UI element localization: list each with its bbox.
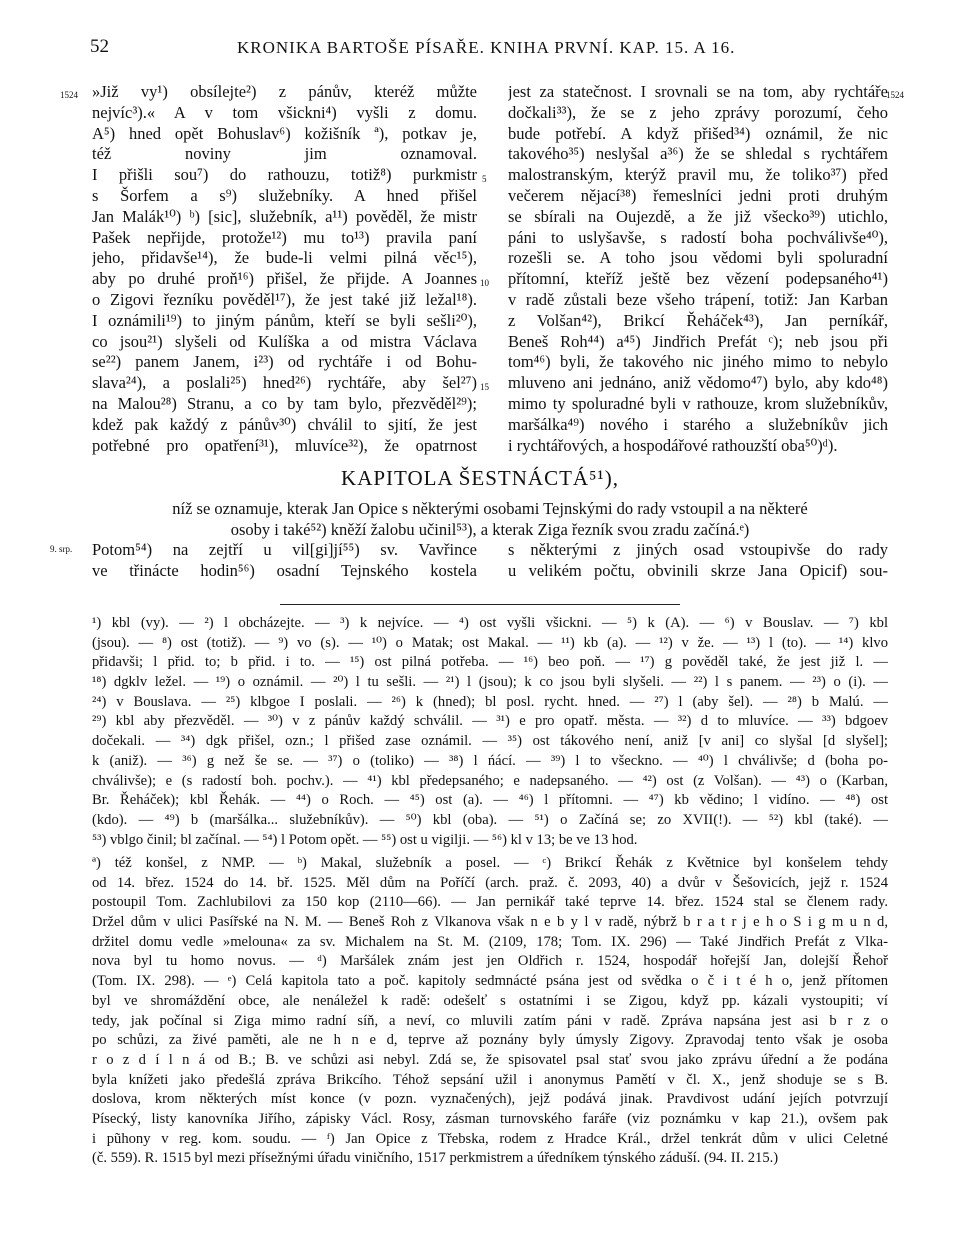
margin-year-right: 1524 xyxy=(886,90,904,100)
margin-year-left: 1524 xyxy=(60,90,78,100)
text-line: bude potřebí. A když přišed³⁴) oznámil, že nic xyxy=(508,123,888,143)
text-line: A⁵) hned opět Bohuslav⁶) kožišník ª), potkav je, xyxy=(92,123,477,143)
text-line: »Již vy¹) obsílejte²) z pánův, kteréž můžte xyxy=(92,82,477,101)
right-text-column xyxy=(508,82,888,456)
footnote-line: ⁵³) vblgo činil; bl začínal. — ⁵⁴) l Potom opět. — ⁵⁵) ost u vigilji. — ⁵⁶) kl v 13; be ve 13 hod. xyxy=(92,831,638,848)
text-line: Beneš Roh⁴⁴) a⁴⁵) Jindřich Prefát ᶜ); neb jsou při xyxy=(508,331,888,351)
text-line: o Zigovi řezníku pověděl¹⁷), že jest také již ležal¹⁸). xyxy=(92,289,477,309)
text-line: jeho, přidavše¹⁴), že bude-li velmi pilná věc¹⁵), xyxy=(92,248,477,268)
note-line: po schůzi, za živé paměti, ale ne h n e d, teprve až poznány byly úmysly Zigovy. Zpravodaj tento však je osoba xyxy=(92,1032,888,1049)
note-line: i pũhony v reg. kom. soudu. — ᶠ) Jan Opice z Třebska, rodem z Hradce Král., držel tenkrát dům v ulici Celetné xyxy=(92,1130,888,1147)
chapter-subtitle xyxy=(130,498,850,540)
text-line: potřebné pro opatření³¹), mluvíce³²), že opatrnost xyxy=(92,435,477,455)
text-line: s některými z jiných osad vstoupivše do rady xyxy=(508,540,888,559)
margin-line-number: 5 xyxy=(482,174,487,184)
text-line: rozešli se. A toho jsou vědomi byli spoluradní xyxy=(508,248,888,268)
text-line: v radě zůstali beze všeho trápení, totiž: Jan Karban xyxy=(508,289,888,309)
note-line: Písecký, listy kanovníka Jiřího, zápisky Václ. Rosy, zásman turnovského faráře (viz poznámku v kap 21.), ovšem pak xyxy=(92,1110,888,1127)
page-number: 52 xyxy=(90,36,109,57)
text-line: přítomní, kteříž ještě bez vězení podepsaného⁴¹) xyxy=(508,269,888,289)
note-line: od 14. břez. 1524 do 14. bř. 1525. Měl dům na Poříčí (arch. praž. č. 2093, 40) a dvůr v Šešovicích, jejž r. 1524 xyxy=(92,874,888,891)
footnote-line: (jsou). — ⁸) ost (totiž). — ⁹) vo (s). — ¹⁰) o Matak; ost Makal. — ¹¹) kb (a). — ¹²) v že. — ¹³) l (to). — ¹⁴) klvo xyxy=(92,634,888,651)
text-line: z Volšan⁴²), Brikcí Řeháček⁴³), Jan perníkář, xyxy=(508,310,888,330)
text-line: mluveno ani jednáno, aniž vědomo⁴⁷) bylo, aby kdo⁴⁸) xyxy=(508,373,888,393)
text-line: u velikém počtu, obvinili skrze Jana Opicif) sou- xyxy=(508,560,888,580)
note-line: r o z d í l n á od B.; B. ve schůzi asi nebyl. Zdá se, že spisovatel psal stať svou jako zprávu úřední a že podána xyxy=(92,1051,888,1068)
text-line: s Šorfem a s⁹) služebníky. A hned přišel xyxy=(92,185,477,205)
text-line: co jsou²¹) slyšeli od Kulíška a od mistra Václava xyxy=(92,331,477,351)
text-line: Jan Malák¹⁰) ᵇ) [sic], služebník, a¹¹) pověděl, že mistr xyxy=(92,206,477,226)
text-line: též noviny jim oznamoval. xyxy=(92,144,477,164)
notes xyxy=(92,854,888,1169)
margin-line-number: 10 xyxy=(480,278,489,288)
text-line: páni to uslyšavše, s radostí boha pochválivše⁴⁰), xyxy=(508,227,888,247)
footnote-line: dočekali. — ³⁴) dgk přišel, ozn.; l přišed zase oznámil. — ³⁵) ost tákového není, aniž [v ani] co slyšal [d slyšel]; xyxy=(92,733,888,750)
note-line: nova byl tu homo novus. — ᵈ) Maršálek znám jest jen Oldřich r. 1524, hospodář hořejší Jan, dolejší Řehoř xyxy=(92,953,888,970)
text-line: tom⁴⁶) byli, že takového nic jiného mimo to nebylo xyxy=(508,352,888,372)
text-line: takového³⁵) neslyšal a³⁶) že se shledal s rychtářem xyxy=(508,144,888,164)
text-line: se²²) panem Janem, i²³) od rychtáře i od Bohu- xyxy=(92,352,477,372)
margin-line-number: 15 xyxy=(480,382,489,392)
running-title: KRONIKA BARTOŠE PÍSAŘE. KNIHA PRVNÍ. KAP. 15. A 16. xyxy=(237,38,736,57)
footnote-line: chválivše); e (s radostí boh. pochv.). — ⁴¹) kbl předepsaného; e nadepsaného. — ⁴²) ost (z Volšan). — ⁴³) o (Karban, xyxy=(92,772,888,789)
footnote-line: ¹⁸) dgklv ležel. — ¹⁹) o oznámil. — ²⁰) l tu sešli. — ²¹) l (jsou); k co jsou byli slyšeli. — ²²) l s panem. — ²³) o (i). — xyxy=(92,674,888,691)
chapter-title: KAPITOLA ŠESTNÁCTÁ⁵¹), xyxy=(341,466,619,490)
text-line: kdež pak každý z pánův³⁰) chválil to sjití, že jest xyxy=(92,414,477,434)
text-line: I oznámili¹⁹) to jiným pánům, kteří se byli sešli²⁰), xyxy=(92,310,477,330)
text-line: Pašek nepřijde, protože¹²) mu to¹³) pravila paní xyxy=(92,227,477,247)
text-line: mimo ty spoluradné byli v rathouze, krom služebníkův, xyxy=(508,393,888,413)
text-line: slava²⁴), a poslali²⁵) hned²⁶) rychtáře, aby šel²⁷) xyxy=(92,373,477,393)
footnote-rule xyxy=(280,604,680,605)
footnotes xyxy=(92,614,888,850)
chapter-body-right xyxy=(508,540,888,582)
note-line: (Tom. IX. 298). — ᵉ) Celá kapitola tato a poč. kapitoly sedmnácté psána jest od svědka o č i t é h o, jenž přítomen xyxy=(92,973,888,990)
footnote-line: (kdo). — ⁴⁹) b (maršálka... služebníkův). — ⁵⁰) kbl (oba). — ⁵¹) o Začíná se; zo XVII(!). — ⁵²) kbl (také). — xyxy=(92,811,888,828)
note-line: byla knížeti jako předešlá zpráva Brikcího. Téhož sepsání užil i anonymus Pamětí v čl. X., jenž shoduje se s B. xyxy=(92,1071,888,1088)
subtitle-line: osoby i také⁵²) kněží žalobu učinil⁵³), a kterak Ziga řezník svou zradu začíná.ᵉ) xyxy=(230,520,750,539)
text-line: se sbírali na Oujezdě, a že již všecko³⁹) utichlo, xyxy=(508,206,888,226)
chapter-body-left xyxy=(92,540,477,582)
text-line: nejvíc³).« A v tom všickni⁴) vyšli z domu. xyxy=(92,102,477,122)
footnote-line: přidavši; l přid. to; b přid. i to. — ¹⁵) ost pilná potřeba. — ¹⁶) beo poň. — ¹⁷) g pověděl také, že jest již l. — xyxy=(92,654,888,671)
note-line: ª) též konšel, z NMP. — ᵇ) Makal, služebník a posel. — ᶜ) Brikcí Řehák z Květnice byl konšelem tehdy xyxy=(92,855,888,871)
note-line: tedy, jak počínal si Ziga mimo radní síň, a neví, co mluvili zatím páni v radě. Zpráva napsána jest asi b r z o xyxy=(92,1012,888,1029)
text-line: večerem nějací³⁸) řemeslníci jedni proti druhým xyxy=(508,185,888,205)
text-line: ve třinácte hodin⁵⁶) osadní Tejnského kostela xyxy=(92,560,477,580)
text-line: maršálka⁴⁹) nového i starého a služebníkův jich xyxy=(508,414,888,434)
text-line: i rychtářových, a hospodářové rathouzští oba⁵⁰)ᵈ). xyxy=(508,435,838,455)
subtitle-line: níž se oznamuje, kterak Jan Opice s některými osobami Tejnskými do rady vstoupil a na některé xyxy=(172,499,808,518)
footnote-line: ¹) kbl (vy). — ²) l obcházejte. — ³) k nejvíce. — ⁴) ost vyšli všickni. — ⁵) k (A). — ⁶) v Bouslav. — ⁷) kbl xyxy=(92,615,888,631)
text-line: dočkali³³), že se z jeho zprávy porozumí, čeho xyxy=(508,102,888,122)
text-line: Potom⁵⁴) na zejtří u vil[gi]jí⁵⁵) sv. Vavřince xyxy=(92,540,477,559)
note-line: držitel domu vedle »melouna« za sv. Michalem na St. M. (2109, 178; Tom. IX. 296) — Také Jindřich Prefát z Vlka- xyxy=(92,933,888,950)
text-line: malostranským, kterýž pravil mu, že toliko³⁷) před xyxy=(508,165,888,185)
note-line: Držel dům v ulici Pasířské na N. M. — Beneš Roh z Vlkanova však n e b y l v radě, nýbrž b r a t r j e h o S i g m u n d, xyxy=(92,914,888,931)
note-line: (č. 559). R. 1515 byl mezi přísežnými úřadu viničního, 1517 perkmistrem a úředníkem týnského záduší. (94. II. 215.) xyxy=(92,1150,779,1167)
text-line: I přišli sou⁷) do rathouzu, totiž⁸) purkmistr xyxy=(92,165,477,185)
footnote-line: ²⁴) v Bouslava. — ²⁵) klbgoe I poslali. — ²⁶) k (hned); bl posl. rycht. hned. — ²⁷) l (aby šel). — ²⁸) b Malú. — xyxy=(92,693,888,710)
note-line: doslova, krom některých míst konce (v pozn. vyznačených), jejž podává jinak. Pravdivost udání jejích potvrzují xyxy=(92,1091,888,1108)
footnote-line: Br. Řeháček); kbl Řehák. — ⁴⁴) o Roch. — ⁴⁵) ost (a). — ⁴⁶) l přítomni. — ⁴⁷) kb vědino; l vidíno. — ⁴⁸) ost xyxy=(92,792,888,809)
left-text-column xyxy=(92,82,477,456)
note-line: postoupil Tom. Zachlubilovi za 150 kop (2110—66). — Jan pernikář také teprve 14. břez. 1524 stal se členem rady. xyxy=(92,894,888,911)
text-line: na Malou²⁸) Stranu, a co by tam bylo, přezvěděl²⁹); xyxy=(92,393,477,413)
footnote-line: k (aniž). — ³⁶) g než še se. — ³⁷) o (toliko) — ³⁸) l ńácí. — ³⁹) l to všeckno. — ⁴⁰) l chválivše; d (boha po- xyxy=(92,752,888,769)
margin-folio: 9. srp. xyxy=(50,544,73,554)
text-line: jest za statečnost. I srovnali se na tom, aby rychtáře xyxy=(508,82,888,101)
footnote-line: ²⁹) kbl aby přezvěděl. — ³⁰) v z pánův každý schválil. — ³¹) e pro opatř. města. — ³²) d to mluvíce. — ³³) bdgoev xyxy=(92,713,888,730)
note-line: byl ve shromáždění obce, ale nenáležel k radě: odešelť s ostatními i se Zigou, když pp. kázali vystoupiti; ví xyxy=(92,992,888,1009)
text-line: aby po druhé proň¹⁶) přišel, že přijde. A Joannes xyxy=(92,269,477,289)
